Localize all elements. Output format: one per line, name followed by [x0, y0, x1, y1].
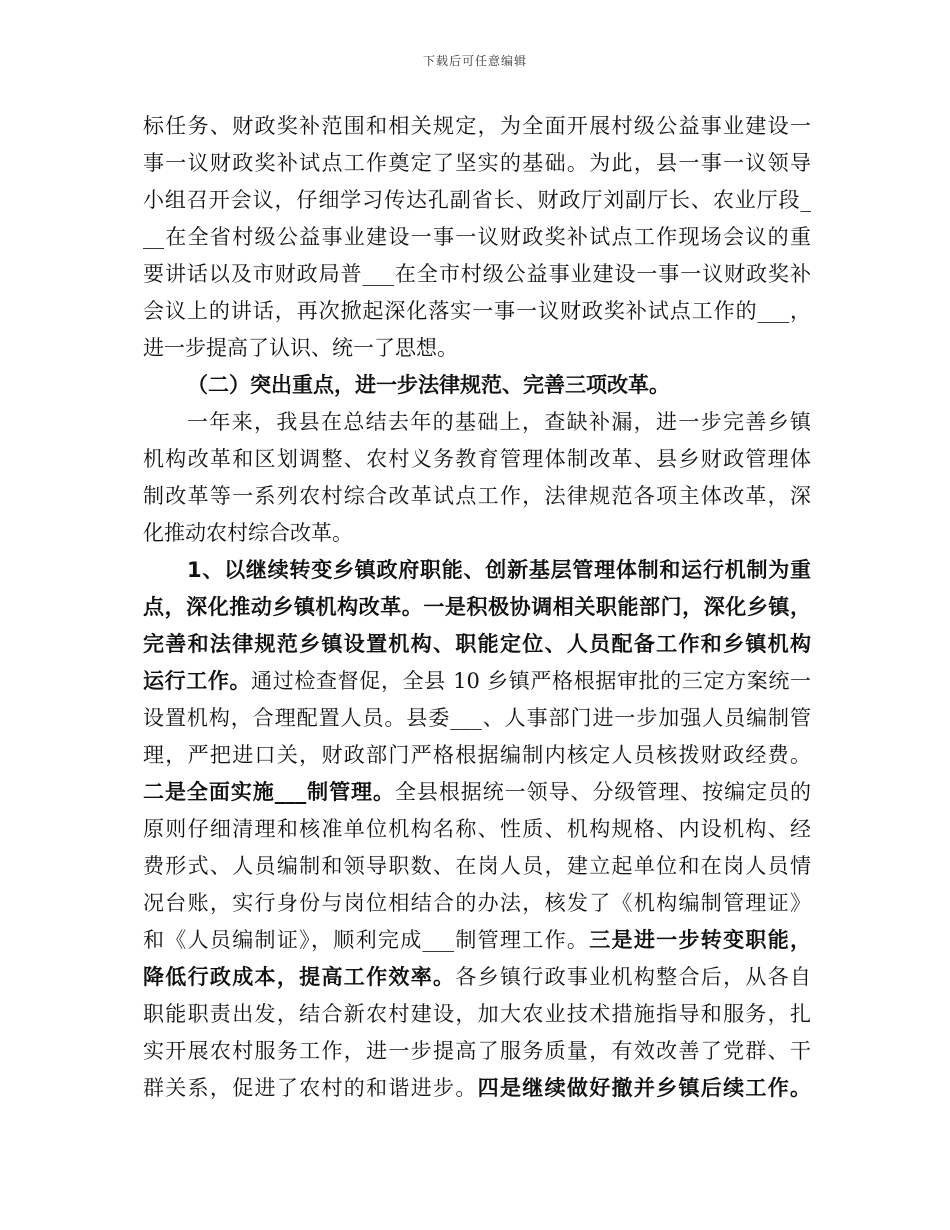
bold-text-segment: 四是继续做好撤并乡镇后续工作。 [477, 1076, 811, 1100]
text-line [143, 219, 811, 256]
page-header: 下载后可任意编辑 [422, 54, 527, 68]
text-line [143, 700, 811, 737]
text-line [143, 145, 811, 182]
text-segment: 制改革等一系列农村综合改革试点工作，法律规范各项主体改革，深 [143, 484, 811, 508]
text-segment: 一年来，我县在总结去年的基础上，查缺补漏，进一步完善乡镇 [187, 410, 811, 434]
text-segment: 标任务、财政奖补范围和相关规定，为全面开展村级公益事业建设一 [143, 114, 811, 138]
bold-text-segment: 二是全面实施___制管理。 [143, 780, 395, 804]
text-line [143, 811, 811, 848]
text-line [143, 996, 811, 1033]
text-line [143, 589, 811, 626]
text-line [143, 256, 811, 293]
text-segment: 设置机构，合理配置人员。县委___、人事部门进一步加强人员编制管 [143, 706, 811, 730]
text-segment: 费形式、人员编制和领导职数、在岗人员，建立起单位和在岗人员情 [143, 854, 811, 878]
text-line [143, 1033, 811, 1070]
document-body [143, 108, 811, 1107]
text-line [143, 367, 811, 404]
text-segment: 会议上的讲话，再次掀起深化落实一事一议财政奖补试点工作的___， [143, 299, 811, 323]
text-line [143, 626, 811, 663]
text-line [143, 404, 811, 441]
text-line [143, 848, 811, 885]
text-segment: 理，严把进口关，财政部门严格根据编制内核定人员核拨财政经费。 [143, 743, 811, 767]
bold-text-segment: （二）突出重点，进一步法律规范、完善三项改革。 [187, 373, 670, 397]
text-segment: 况台账，实行身份与岗位相结合的办法，核发了《机构编制管理证》 [143, 891, 811, 915]
bold-text-segment: 点，深化推动乡镇机构改革。一是积极协调相关职能部门，深化乡镇， [143, 595, 811, 619]
text-segment: 事一议财政奖补试点工作奠定了坚实的基础。为此，县一事一议领导 [143, 151, 811, 175]
text-segment: 全县根据统一领导、分级管理、按编定员的 [394, 780, 812, 804]
text-line [143, 441, 811, 478]
text-line [143, 293, 811, 330]
bold-text-segment: 运行工作。 [143, 669, 252, 693]
text-segment: 群关系，促进了农村的和谐进步。 [143, 1076, 478, 1100]
text-segment: 各乡镇行政事业机构整合后，从各自 [455, 965, 811, 989]
text-line [143, 959, 811, 996]
text-line [143, 478, 811, 515]
text-segment: 小组召开会议，仔细学习传达孔副省长、财政厅刘副厅长、农业厅段_ [143, 188, 811, 212]
text-segment: 原则仔细清理和核准单位机构名称、性质、机构规格、内设机构、经 [143, 817, 811, 841]
text-line [143, 737, 811, 774]
bold-text-segment: 降低行政成本，提高工作效率。 [143, 965, 456, 989]
text-segment: 化推动农村综合改革。 [143, 521, 353, 545]
text-line [143, 182, 811, 219]
bold-text-segment: 完善和法律规范乡镇设置机构、职能定位、人员配备工作和乡镇机构 [143, 632, 811, 656]
text-segment: 进一步提高了认识、统一了思想。 [143, 336, 458, 360]
text-line [143, 515, 811, 552]
bold-text-segment: 1、以继续转变乡镇政府职能、创新基层管理体制和运行机制为重 [187, 558, 811, 582]
text-segment: 通过检查督促，全县 10 乡镇严格根据审批的三定方案统一 [251, 669, 811, 693]
text-line [143, 1070, 811, 1107]
text-line [143, 330, 811, 367]
text-segment: __在全省村级公益事业建设一事一议财政奖补试点工作现场会议的重 [143, 225, 811, 249]
text-segment: 实开展农村服务工作，进一步提高了服务质量，有效改善了党群、干 [143, 1039, 811, 1063]
text-segment: 和《人员编制证》，顺利完成___制管理工作。 [143, 928, 590, 952]
text-line [143, 885, 811, 922]
text-segment: 职能职责出发，结合新农村建设，加大农业技术措施指导和服务，扎 [143, 1002, 811, 1026]
text-line [143, 552, 811, 589]
text-line [143, 774, 811, 811]
text-line [143, 663, 811, 700]
text-segment: 机构改革和区划调整、农村义务教育管理体制改革、县乡财政管理体 [143, 447, 811, 471]
text-line [143, 108, 811, 145]
bold-text-segment: 三是进一步转变职能， [589, 928, 812, 952]
text-line [143, 922, 811, 959]
text-segment: 要讲话以及市财政局普___在全市村级公益事业建设一事一议财政奖补 [143, 262, 811, 286]
